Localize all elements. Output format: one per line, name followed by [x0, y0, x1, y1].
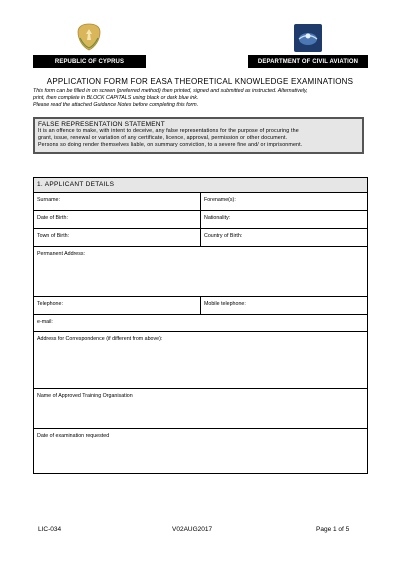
intro-line-2: print, then complete in BLOCK CAPITALS using black or dark blue ink.	[33, 95, 199, 101]
applicant-details-form	[33, 177, 368, 474]
phone-row	[34, 297, 367, 315]
correspondence-address-field[interactable]: Address for Correspondence (if different from above):	[37, 336, 163, 342]
section-header	[34, 178, 367, 193]
mobile-telephone-field[interactable]: Mobile telephone:	[204, 301, 246, 307]
section-title: 1. APPLICANT DETAILS	[37, 181, 115, 188]
forenames-field[interactable]: Forename(s):	[204, 197, 236, 203]
email-row	[34, 315, 367, 332]
intro-line-3: Please read the attached Guidance Notes before completing this form.	[33, 102, 199, 108]
form-title: APPLICATION FORM FOR EASA THEORETICAL KNOWLEDGE EXAMINATIONS	[46, 77, 354, 86]
cyprus-emblem-icon	[74, 22, 104, 52]
training-organisation-field[interactable]: Name of Approved Training Organisation	[37, 393, 133, 399]
warning-line-1: It is an offence to make, with intent to deceive, any false representations for the purpose of procuring the	[38, 128, 299, 134]
date-of-birth-field[interactable]: Date of Birth:	[34, 211, 201, 228]
surname-field[interactable]: Surname:	[34, 193, 201, 210]
department-bar: DEPARTMENT OF CIVIL AVIATION	[248, 55, 368, 68]
birth-row	[34, 211, 367, 229]
nationality-field[interactable]: Nationality:	[204, 215, 231, 221]
name-row	[34, 193, 367, 211]
telephone-field[interactable]: Telephone:	[34, 297, 201, 314]
dca-logo-icon	[294, 24, 322, 52]
warning-line-2: grant, issue, renewal or variation of any certificate, licence, approval, permission or other document.	[38, 135, 288, 141]
permanent-address-field[interactable]: Permanent Address:	[37, 251, 85, 257]
permanent-address-row	[34, 247, 367, 297]
form-code: LIC-034	[38, 526, 62, 533]
place-row	[34, 229, 367, 247]
intro-text	[33, 88, 368, 109]
country-of-birth-field[interactable]: Country of Birth:	[204, 233, 243, 239]
intro-line-1: This form can be filled in on screen (preferred method) then printed, signed and submitted as instructed. Alternatively,	[33, 88, 308, 94]
town-of-birth-field[interactable]: Town of Birth:	[34, 229, 201, 246]
republic-of-cyprus-bar: REPUBLIC OF CYPRUS	[33, 55, 146, 68]
correspondence-row	[34, 332, 367, 389]
exam-date-row	[34, 429, 367, 473]
false-representation-heading: FALSE REPRESENTATION STATEMENT	[38, 121, 165, 128]
exam-date-field[interactable]: Date of examination requested	[37, 433, 110, 439]
page-number: Page 1 of 5	[316, 526, 350, 533]
ato-row	[34, 389, 367, 429]
form-version: V02AUG2017	[172, 526, 213, 533]
false-representation-box	[33, 117, 364, 154]
email-field[interactable]: e-mail:	[37, 319, 53, 325]
warning-line-3: Persons so doing render themselves liable, on summary conviction, to a severe fine and/ or imprisonment.	[38, 142, 303, 148]
